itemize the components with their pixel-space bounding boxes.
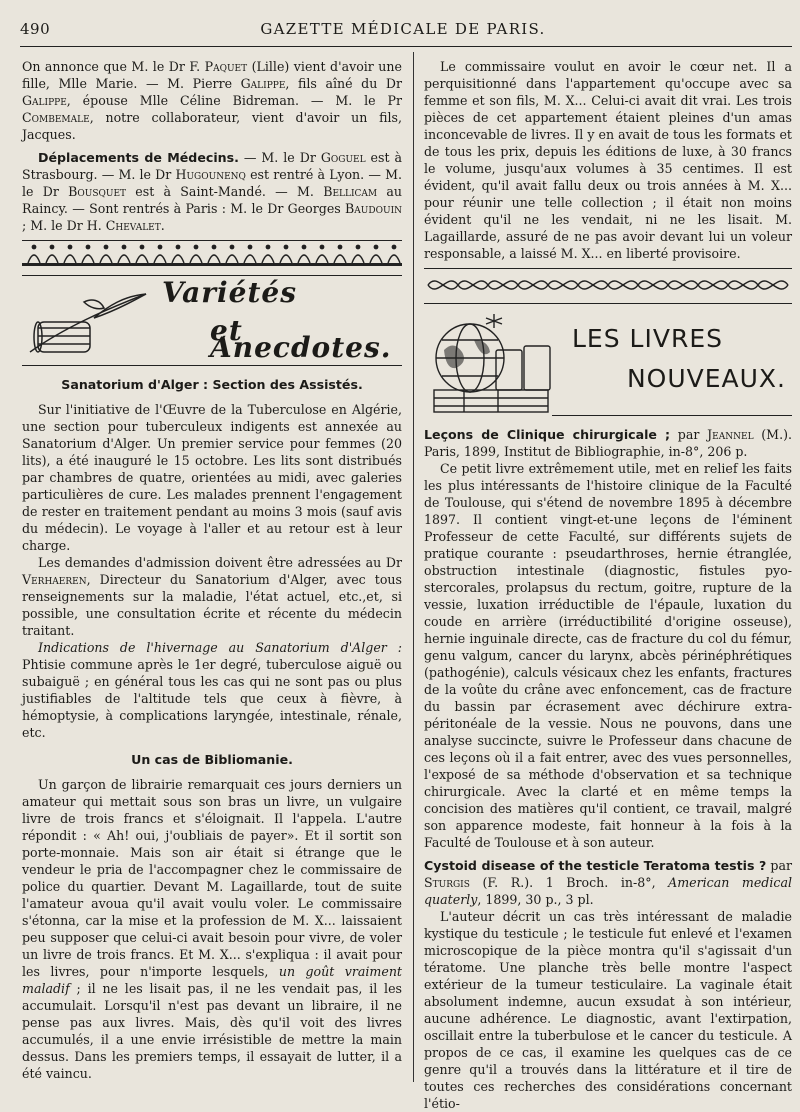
quill-scroll-icon [24, 288, 152, 362]
varietes-banner [22, 276, 402, 366]
scroll-ornament [424, 268, 792, 304]
sanatorium-paragraph-2: Les demandes d'admission doivent être adressées au Dr Verhaeren, Directeur du Sanatorium d'Alger, avec tous renseignements sur la maladie, l'état actuel, etc.,et, si possible, une consultation écrite et récente du médecin traitant. [22, 555, 402, 638]
bibliomanie-paragraph: Un garçon de librairie remarquait ces jours derniers un amateur qui mettait sous son bras un livre, un vulgaire livre de trois francs et s'éloignait. Il l'appela. L'autre répondit : « Ah! oui, j'oubliais de payer». Et il sortit son porte-monnaie. Mais son air était si étrange que le vendeur le pria de l'accompagner chez le commissaire de police du quartier. Devant M. Lagaillarde, tout de suite l'amateur avoua qu'il avait voulu voler. Le commissaire s'étonna, car la mise et la profession de M. X... laissaient peu supposer que celui-ci avait besoin pour vivre, de voler un livre de trois francs. Et M. X... s'expliqua : il avait pour les livres, pour n'importe lesquels, un goût vraiment maladif ; il ne les lisait pas, il ne les vendait pas, il les accumulait. Lorsqu'il n'est pas devant un libraire, il ne pense pas aux livres. Mais, dès qu'il voit des livres accumulés, il a une envie irrésistible de mettre la main dessus. Dans les premiers temps, il essayait de lutter, il a été vaincu. [22, 777, 402, 1081]
book1-citation: Leçons de Clinique chirurgicale ; par Jeannel (M.). Paris, 1899, Institut de Bibliographie, in-8°, 206 p. [424, 427, 792, 459]
book1-author: Jeannel [707, 427, 754, 442]
banner-rule [552, 415, 792, 416]
right-column [424, 58, 792, 1112]
birth-announcement: On annonce que M. le Dr F. Paquet (Lille) vient d'avoir une fille, Mlle Marie. — M. Pierre Galippe, fils aîné du Dr Galippe, épouse Mlle Céline Bidreman. — M. le Pr Combemale, notre collaborateur, vient d'avoir un fils, Jacques. [22, 59, 402, 142]
varietes-title: Variétés [162, 276, 298, 309]
journal-title: GAZETTE MÉDICALE DE PARIS. [260, 20, 546, 38]
sanatorium-heading: Sanatorium d'Alger : Section des Assistés. [61, 377, 363, 392]
globe-books-icon [424, 310, 558, 418]
nouveaux-title: NOUVEAUX. [626, 364, 786, 393]
bibliomanie-heading: Un cas de Bibliomanie. [131, 752, 293, 767]
sanatorium-paragraph-3: Indications de l'hivernage au Sanatorium d'Alger : Phtisie commune après le 1er degré, tuberculose aiguë ou subaiguë ; en général tous les cas qui ne sont pas ou plus justifiables de l'altitude tels que ceux à fièvre, à hémoptysie, à complications laryngée, intestinale, rénale, etc. [22, 640, 402, 740]
left-column [22, 58, 402, 1082]
book2-review: L'auteur décrit un cas très intéressant de maladie kystique du testicule ; le testicule fut enlevé et l'examen microscopique de la pièce montra qu'il s'agissait d'un tératome. Une planche très belle montre l'aspect extérieur de la tumeur testiculaire. La vaginale était absolument indemne, aucun exsudat à son intérieur, aucune adhérence. Le diagnostic, avant l'extirpation, oscillait entre la tuberbulose et le cancer du testicule. A propos de ce cas, il examine les quelques cas de ce genre qu'il a trouvés dans la littérature et il tire de toutes ces recherches des considérations concernant l'étio- [424, 909, 792, 1111]
deplacements-paragraph: Déplacements de Médecins. — M. le Dr Goguel est à Strasbourg. — M. le Dr Hugounenq est rentré à Lyon. — M. le Dr Bousquet est à Saint-Mandé. — M. Bellicam au Raincy. — Sont rentrés à Paris : M. le Dr Georges Baudouin ; M. le Dr H. Chevalet. [22, 150, 403, 233]
book2-title: Cystoid disease of the testicle Teratoma testis ? [424, 858, 767, 873]
banner-rule [22, 365, 402, 366]
bibliomanie-continuation: Le commissaire voulut en avoir le cœur net. Il a perquisitionné dans l'appartement qu'occupe avec sa femme et son fils, M. X... Celui-ci avait dit vrai. Les trois pièces de cet appartement étaient pleines d'un amas inconcevable de livres. Il y en avait de tous les formats et de tous les prix, depuis les éditions de luxe, à 30 francs le volume, jusqu'aux volumes à 35 centimes. Il est évident, qu'il avait fallu deux ou trois années à M. X... pour réunir une telle collection ; il était non moins évident qu'il ne les vendait, ni ne les lisait. M. Lagaillarde, assuré de ne pas avoir devant lui un voleur responsable, a laissé M. X... en liberté provisoire. [424, 59, 792, 261]
page-header [20, 18, 786, 42]
anecdotes-title: et Anecdotes. [210, 314, 392, 364]
book1-title: Leçons de Clinique chirurgicale ; [424, 427, 671, 442]
livres-title: LES LIVRES [572, 324, 723, 353]
fleuron-ornament [22, 240, 402, 276]
deplacements-heading: Déplacements de Médecins. [38, 150, 239, 165]
column-divider [413, 52, 414, 1082]
sanatorium-paragraph-1: Sur l'initiative de l'Œuvre de la Tuberculose en Algérie, une section pour tuberculeux indigents est annexée au Sanatorium d'Alger. Un premier service pour femmes (20 lits), a été inauguré le 15 octobre. Les lits sont distribués par chambres de quatre, orientées au midi, avec galeries particulières de cure. Les malades prennent l'engagement de rester en traitement pendant au moins 3 mois (sauf avis du médecin). Le voyage à l'aller et au retour est à leur charge. [22, 402, 402, 553]
livres-banner [424, 310, 792, 422]
page-number: 490 [20, 20, 51, 38]
header-rule [20, 46, 792, 47]
book2-author: Sturgis [424, 875, 470, 890]
book1-review: Ce petit livre extrêmement utile, met en relief les faits les plus intéressants de l'histoire clinique de la Faculté de Toulouse, qui s'étend de novembre 1895 à décembre 1897. Il contient vingt-et-une leçons de l'éminent Professeur de cette Faculté, sur différents sujets de pratique courante : pseudarthroses, hernie étranglée, obstruction intestinale (diagnostic, fistules pyo-stercorales, prolapsus du rectum, goitre, rupture de la vessie, luxation irréductible de l'épaule, luxation du coude en arrière (irréductibilité d'origine osseuse), hernie inguinale directe, cas de fracture du col du fémur, genu valgum, cancer du larynx, abcès périnéphrétiques (pathogénie), calculs vésicaux chez les enfants, fractures de la voûte du crâne avec enfoncement, cas de fracture du bassin par écrasement avec déchirure extra-péritonéale de la vessie. Nous ne pouvons, dans une analyse succincte, suivre le Professeur dans chacune de ces leçons où il a fait entrer, avec des vues personnelles, l'exposé de sa méthode d'observation et sa technique chirurgicale. Avec la clarté et en même temps la concision des matières qu'il contient, ce travail, malgré son apparence modeste, fait honneur à la fois à la Faculté de Toulouse et à son auteur. [424, 461, 792, 850]
book2-citation: Cystoid disease of the testicle Teratoma testis ? par Sturgis (F. R.). 1 Broch. in-8°, American medical quaterly, 1899, 30 p., 3 pl. [424, 858, 792, 907]
